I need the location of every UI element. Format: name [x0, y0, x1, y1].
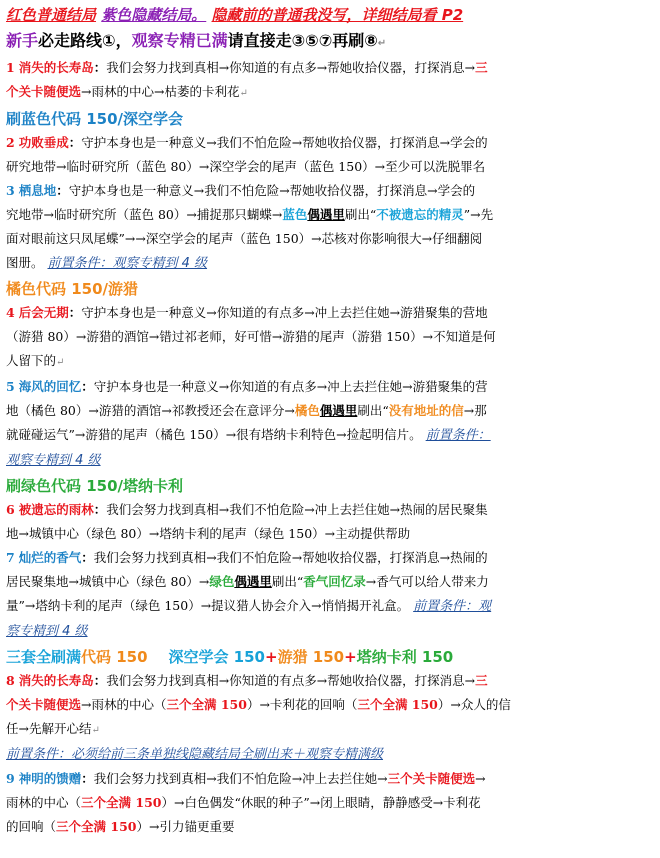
entry-red-text: 三个全满 150: [357, 697, 438, 712]
entry-text: ）→引力锚更重要: [136, 819, 235, 834]
prerequisite-note: 前置条件：观: [413, 599, 492, 614]
entry-5: [6, 375, 654, 473]
entry-text: 守护本身也是一种意义→我们不怕危险→帮她收拾仪器，打探消息→学会的: [68, 183, 476, 198]
entry-2: [6, 131, 654, 179]
entry-3: [6, 179, 654, 276]
heading-observe: 观察专精已满: [131, 31, 228, 50]
all-orange-label: 游猎 150: [277, 648, 345, 666]
entry-red-text: 三: [475, 60, 488, 75]
entry-text: 我们会努力找到真相→我们不怕危险→冲上去拦住她→: [93, 771, 388, 786]
entry-text: 地（橘色 80）→游猎的酒馆→祁教授还会在意评分→: [6, 403, 295, 418]
entry-7: [6, 546, 654, 644]
entry-text: 的回响（: [6, 819, 57, 834]
entry-name: 神明的馈赠: [18, 771, 82, 786]
heading-direct: 请直接走③⑤⑦再刷⑧: [227, 31, 378, 50]
entry-text: 量”→塔纳卡利的尾声（绿色 150）→提议猎人协会介入→悄悄揭开礼盒。: [6, 598, 410, 613]
return-mark: ↵: [377, 38, 387, 49]
entry-text: 居民聚集地→城镇中心（绿色 80）→: [6, 574, 210, 589]
entry-text: →雨林的中心（: [81, 697, 167, 712]
entry-1: [6, 56, 654, 106]
title-purple: 紫色隐藏结局。: [101, 6, 207, 24]
encounter-tag: 偶遇里: [307, 207, 345, 222]
plus-sign: +: [344, 648, 357, 666]
entry-text: →雨林的中心→枯萎的卡利花: [81, 84, 240, 99]
entry-red-text: 三个关卡随便选: [387, 771, 476, 786]
entry-text: 守护本身也是一种意义→你知道的有点多→冲上去拦住她→游猎聚集的营地: [81, 305, 488, 320]
encounter-tag: 偶遇里: [319, 403, 358, 418]
entry-number: 8: [6, 673, 15, 688]
section-green: 刷绿色代码 150/塔纳卡利: [6, 477, 184, 495]
entry-colon: ：: [81, 550, 94, 565]
entry-number: 1: [6, 60, 15, 75]
entry-text: （游猎 80）→游猎的酒馆→错过祁老师，好可惜→游猎的尾声（游猎 150）→不知道是何: [6, 329, 496, 344]
entry-text: 究地带→临时研究所（蓝色 80）→捕捉那只蝴蝶→: [6, 207, 283, 222]
entry-text: 图册。: [6, 255, 44, 270]
route-heading: [6, 29, 654, 56]
prerequisite-note: 前置条件：: [425, 428, 491, 443]
prerequisite-note: 前置条件：必须给前三条单独线隐藏结局全刷出来＋观察专精满级: [6, 747, 384, 762]
entry-text: →那: [463, 403, 487, 418]
entry-colon: ：: [56, 183, 69, 198]
entry-text: →香气可以给人带来力: [365, 574, 489, 589]
entry-text: ）→众人的信: [437, 697, 511, 712]
entry-red-text: 三个全满 150: [56, 819, 137, 834]
entry-colon: ：: [68, 305, 82, 320]
entry-6: [6, 498, 654, 546]
entry-text: 刷出“: [344, 207, 377, 222]
entry-text: 我们会努力找到真相→我们不怕危险→帮她收拾仪器，打探消息→热闹的: [93, 550, 488, 565]
entry-text: 我们会努力找到真相→你知道的有点多→帮她收拾仪器，打探消息→: [106, 673, 476, 688]
entry-4: [6, 301, 654, 375]
title-note: 隐藏前的普通我没写，详细结局看 P2: [211, 6, 464, 24]
entry-9: [6, 767, 654, 839]
prerequisite-note: 观察专精到 4 级: [6, 453, 101, 468]
entry-name: 功败垂成: [18, 135, 69, 150]
color-tag: 橘色: [294, 403, 320, 418]
entry-colon: ：: [93, 502, 107, 517]
entry-text: 就碰碰运气”→游猎的尾声（橘色 150）→很有塔纳卡利特色→捡起明信片。: [6, 427, 422, 442]
heading-route: 必走路线①，: [38, 31, 132, 50]
item-name: 没有地址的信: [388, 403, 464, 418]
section-blue: 刷蓝色代码 150/深空学会: [6, 110, 184, 128]
prerequisite-note: 前置条件：观察专精到 4 级: [47, 256, 208, 271]
color-tag: 蓝色: [282, 207, 308, 222]
entry-name: 消失的长寿岛: [18, 673, 94, 688]
entry-red-text: 三个全满 150: [166, 697, 247, 712]
entry-text: 面对眼前这只凤尾蝶”→→深空学会的尾声（蓝色 150）→芯核对你影响很大→仔细翻阅: [6, 231, 483, 246]
entry-red-text: 个关卡随便选: [6, 84, 82, 99]
entry-number: 9: [6, 771, 15, 786]
entry-text: 刷出“: [271, 574, 304, 589]
entry-colon: ：: [93, 60, 107, 75]
all-code-label: 代码 150: [81, 648, 148, 666]
entry-text: 守护本身也是一种意义→我们不怕危险→帮她收拾仪器，打探消息→学会的: [81, 135, 488, 150]
entry-text: ）→卡利花的回响（: [246, 697, 358, 712]
entry-name: 海风的回忆: [18, 379, 82, 394]
entry-name: 灿烂的香气: [18, 550, 82, 565]
entry-text: ）→白色偶发“休眠的种子”→闭上眼睛，静静感受→卡利花: [161, 795, 481, 810]
entry-colon: ：: [81, 771, 94, 786]
all-blue-label: 深空学会 150: [168, 648, 265, 666]
entry-red-text: 个关卡随便选: [6, 697, 82, 712]
entry-text: →: [475, 771, 486, 786]
entry-text: ”→先: [463, 207, 494, 222]
entry-text: 雨林的中心（: [6, 795, 82, 810]
all-full-label: 三套全刷满: [6, 648, 82, 666]
entry-name: 消失的长寿岛: [18, 60, 94, 75]
title-line: [6, 2, 654, 29]
entry-8: [6, 669, 654, 743]
entry-number: 4: [6, 305, 15, 320]
entry-number: 6: [6, 502, 15, 517]
entry-number: 7: [6, 550, 15, 565]
entry-text: 地→城镇中心（绿色 80）→塔纳卡利的尾声（绿色 150）→主动提供帮助: [6, 526, 411, 541]
section-orange: 橘色代码 150/游猎: [6, 280, 139, 298]
entry-text: 刷出“: [357, 403, 389, 418]
entry-text: 人留下的: [6, 353, 57, 368]
entry-colon: ：: [81, 379, 94, 394]
entry-name: 被遗忘的雨林: [18, 502, 94, 517]
item-name: 不被遗忘的精灵: [376, 207, 464, 222]
entry-text: 我们会努力找到真相→你知道的有点多→帮她收拾仪器，打探消息→: [106, 60, 476, 75]
encounter-tag: 偶遇里: [234, 574, 272, 589]
entry-text: 研究地带→临时研究所（蓝色 80）→深空学会的尾声（蓝色 150）→至少可以洗脱罪名: [6, 159, 486, 174]
entry-red-text: 三个全满 150: [81, 795, 162, 810]
entry-text: 守护本身也是一种意义→你知道的有点多→冲上去拦住她→游猎聚集的营: [93, 379, 488, 394]
all-green-label: 塔纳卡利 150: [356, 648, 454, 666]
color-tag: 绿色: [209, 574, 235, 589]
return-mark: ↵: [56, 357, 65, 368]
item-name: 香气回忆录: [303, 574, 366, 589]
entry-name: 栖息地: [18, 183, 57, 198]
entry-colon: ：: [68, 135, 82, 150]
entry-number: 3: [6, 183, 15, 198]
entry-text: 我们会努力找到真相→我们不怕危险→冲上去拦住她→热闹的居民聚集: [106, 502, 488, 517]
note-8-line: [6, 743, 654, 767]
entry-colon: ：: [93, 673, 107, 688]
entry-red-text: 三: [475, 673, 488, 688]
return-mark: ↵: [239, 88, 248, 99]
plus-sign: +: [265, 648, 278, 666]
return-mark: ↵: [91, 725, 100, 736]
entry-number: 5: [6, 379, 15, 394]
section-all: [6, 645, 654, 669]
entry-text: 任→先解开心结: [6, 721, 92, 736]
prerequisite-note: 察专精到 4 级: [6, 624, 88, 639]
title-red: 红色普通结局: [6, 6, 97, 24]
entry-number: 2: [6, 135, 15, 150]
entry-name: 后会无期: [18, 305, 69, 320]
heading-newbie: 新手: [6, 31, 39, 50]
